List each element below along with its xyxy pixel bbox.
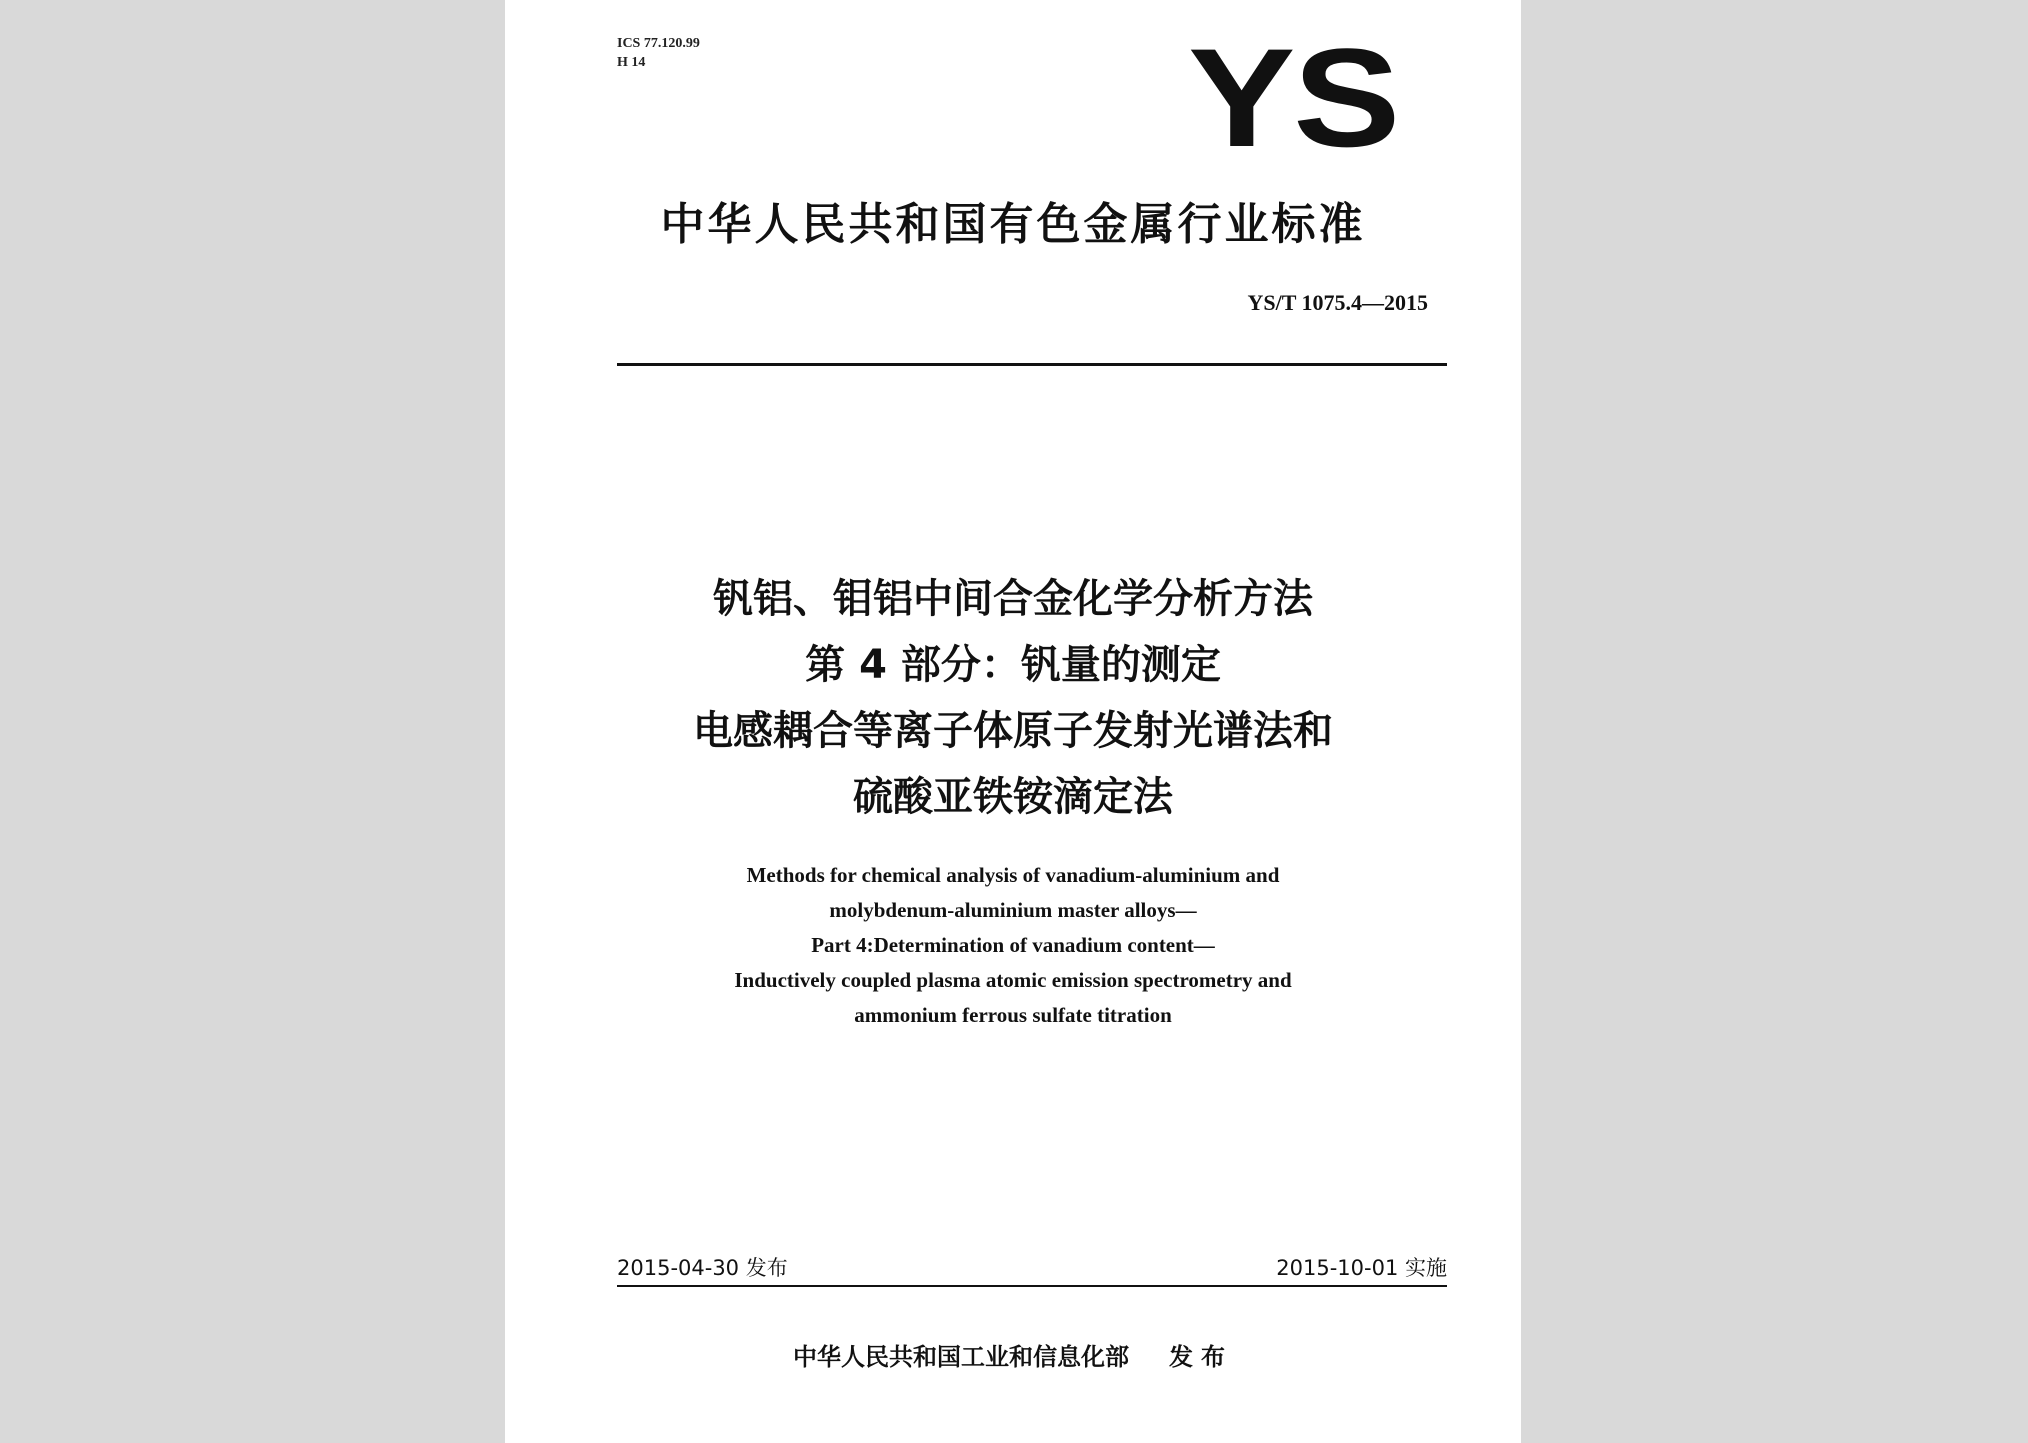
standard-number-text: YS/T 1075.4—2015 bbox=[1247, 290, 1428, 315]
english-title-line: molybdenum-aluminium master alloys— bbox=[829, 898, 1197, 922]
english-title bbox=[505, 858, 1521, 1033]
classification-codes bbox=[617, 34, 700, 72]
issue-date: 2015-04-30 发布 bbox=[617, 1256, 788, 1280]
standard-cover-page bbox=[505, 0, 1521, 1443]
publisher-action: 发布 bbox=[1169, 1343, 1233, 1371]
standard-number bbox=[1247, 290, 1428, 316]
chinese-title-line: 钒铝、钼铝中间合金化学分析方法 bbox=[713, 576, 1313, 622]
standard-body-title: 中华人民共和国有色金属行业标准 bbox=[660, 199, 1366, 250]
english-title-line: Inductively coupled plasma atomic emission spectrometry and bbox=[734, 968, 1292, 992]
chinese-title bbox=[505, 566, 1521, 830]
english-title-line: Part 4:Determination of vanadium content— bbox=[811, 933, 1215, 957]
ics-code: ICS 77.120.99 bbox=[617, 36, 700, 51]
ccs-code: H 14 bbox=[617, 55, 646, 70]
chinese-title-line: 电感耦合等离子体原子发射光谱法和 bbox=[693, 708, 1333, 754]
publisher bbox=[505, 1337, 1521, 1372]
header-divider bbox=[617, 363, 1447, 366]
english-title-line: Methods for chemical analysis of vanadium-aluminium and bbox=[746, 863, 1280, 887]
chinese-title-line: 第 4 部分：钒量的测定 bbox=[805, 642, 1221, 688]
ys-logo: YS bbox=[1188, 19, 1399, 176]
footer-divider bbox=[617, 1285, 1447, 1287]
publisher-name: 中华人民共和国工业和信息化部 bbox=[793, 1343, 1129, 1371]
english-title-line: ammonium ferrous sulfate titration bbox=[854, 1003, 1172, 1027]
chinese-title-line: 硫酸亚铁铵滴定法 bbox=[853, 774, 1173, 820]
implementation-date: 2015-10-01 实施 bbox=[1276, 1256, 1447, 1280]
